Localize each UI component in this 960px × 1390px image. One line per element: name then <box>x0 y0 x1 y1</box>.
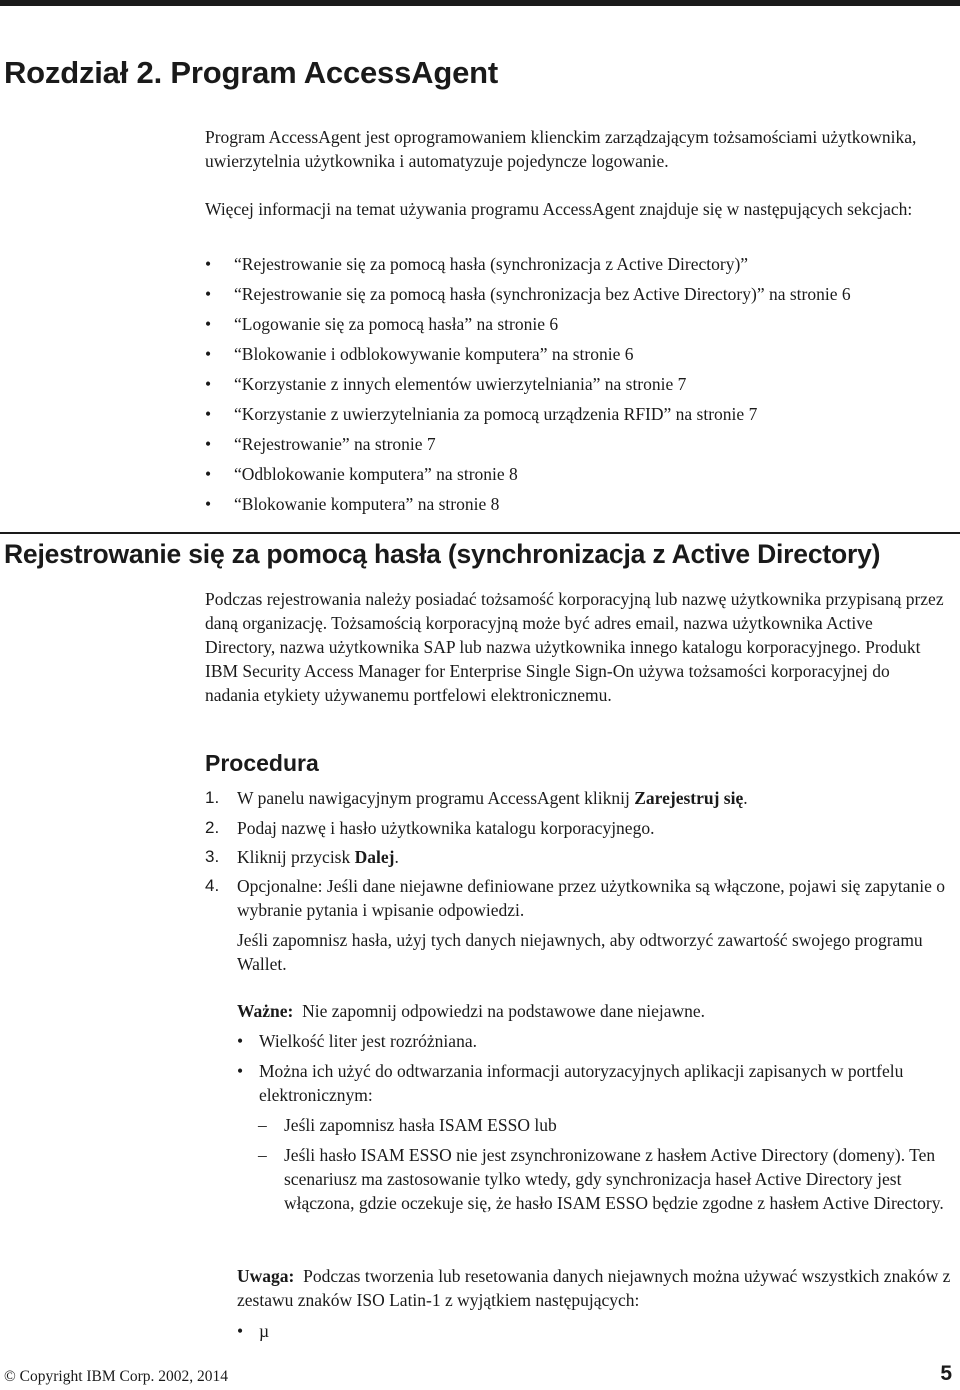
bullet: • <box>205 314 212 334</box>
link-item[interactable] <box>205 492 945 522</box>
more-info-text: Więcej informacji na temat używania programu AccessAgent znajduje się w następujących sekcjach: <box>205 199 913 219</box>
list-item <box>258 1113 948 1143</box>
section-links-list <box>205 252 945 522</box>
punctuation: . <box>743 788 748 808</box>
step-text: Podaj nazwę i hasło użytkownika katalogu korporacyjnego. <box>237 818 655 838</box>
bullet: • <box>205 254 212 274</box>
link-text[interactable]: “Korzystanie z uwierzytelniania za pomocą urządzenia RFID” na stronie 7 <box>234 404 758 424</box>
important-label: Ważne: <box>237 1001 294 1021</box>
chapter-title: Rozdział 2. Program AccessAgent <box>4 55 498 90</box>
step-2 <box>205 816 950 845</box>
important-note <box>237 999 952 1023</box>
link-text[interactable]: “Blokowanie komputera” na stronie 8 <box>234 494 500 514</box>
bullet: • <box>205 434 212 454</box>
step-number: 4. <box>205 876 220 895</box>
step-text: Opcjonalne: Jeśli dane niejawne definiowane przez użytkownika są włączone, pojawi się zapytanie o wybranie pytania i wpisanie odpowiedzi. <box>237 876 945 920</box>
punctuation: . <box>394 847 399 867</box>
link-text[interactable]: “Logowanie się za pomocą hasła” na stronie 6 <box>234 314 559 334</box>
procedure-heading: Procedura <box>205 750 319 776</box>
bullet: • <box>205 344 212 364</box>
step-3 <box>205 845 950 874</box>
link-item[interactable] <box>205 342 945 372</box>
bullet: • <box>205 374 212 394</box>
important-text: Nie zapomnij odpowiedzi na podstawowe dane niejawne. <box>302 1001 705 1021</box>
link-item[interactable] <box>205 402 945 432</box>
bullet: • <box>205 464 212 484</box>
uwaga-text: Podczas tworzenia lub resetowania danych niejawnych można używać wszystkich znaków z zestawu znaków ISO Latin-1 z wyjątkiem następujących: <box>237 1266 951 1310</box>
link-text[interactable]: “Blokowanie i odblokowywanie komputera” na stronie 6 <box>234 344 634 364</box>
list-item <box>258 1143 948 1215</box>
section-title: Rejestrowanie się za pomocą hasła (synchronizacja z Active Directory) <box>4 539 881 569</box>
step-4 <box>205 874 950 922</box>
uwaga-note <box>237 1264 952 1312</box>
bullet: • <box>237 1031 244 1051</box>
list-item-text: Jeśli hasło ISAM ESSO nie jest zsynchronizowane z hasłem Active Directory (domeny). Ten scenariusz ma zastosowanie tylko wtedy, gdy synchronizacja haseł Active Directory jest włączona, gdzie oczekuje się, że hasło ISAM ESSO będzie zgodne z hasłem Active Directory. <box>284 1145 944 1213</box>
uwaga-label: Uwaga: <box>237 1266 295 1286</box>
link-text[interactable]: “Rejestrowanie się za pomocą hasła (synchronizacja bez Active Directory)” na stronie 6 <box>234 284 851 304</box>
section-body: Podczas rejestrowania należy posiadać tożsamość korporacyjną lub nazwę użytkownika przypisaną przez daną organizację. Tożsamością korporacyjną może być adres email, nazwa użytkownika Active Directory, nazwa użytkownika SAP lub nazwa użytkownika innego katalogu korporacyjnego. Produkt IBM Security Access Manager for Enterprise Single Sign-On używa tożsamości korporacyjnej do nadania etykiety używanemu portfelowi elektronicznemu. <box>205 589 944 705</box>
dash: – <box>258 1115 267 1135</box>
procedure-steps <box>205 786 950 922</box>
bullet: • <box>205 494 212 514</box>
step-4-note: Jeśli zapomnisz hasła, użyj tych danych niejawnych, aby odtworzyć zawartość swojego programu Wallet. <box>237 930 923 974</box>
link-text[interactable]: “Rejestrowanie się za pomocą hasła (synchronizacja z Active Directory)” <box>234 254 749 274</box>
list-item <box>237 1059 952 1107</box>
list-item-text: Można ich użyć do odtwarzania informacji autoryzacyjnych aplikacji zapisanych w portfelu elektronicznym: <box>259 1061 904 1105</box>
step-text: Kliknij przycisk <box>237 847 355 867</box>
link-text[interactable]: “Odblokowanie komputera” na stronie 8 <box>234 464 518 484</box>
bullet: • <box>237 1321 244 1341</box>
link-item[interactable] <box>205 252 945 282</box>
list-item <box>237 1029 952 1059</box>
step-number: 1. <box>205 788 220 807</box>
link-text[interactable]: “Korzystanie z innych elementów uwierzytelniania” na stronie 7 <box>234 374 687 394</box>
bullet: • <box>237 1061 244 1081</box>
important-subitems <box>258 1113 948 1215</box>
bullet: • <box>205 404 212 424</box>
link-item[interactable] <box>205 462 945 492</box>
chapter-intro: Program AccessAgent jest oprogramowaniem klienckim zarządzającym tożsamościami użytkownika, uwierzytelnia użytkownika i automatyzuje pojedyncze logowanie. <box>205 127 917 171</box>
step-1 <box>205 786 950 816</box>
register-ui-label: Zarejestruj się <box>634 788 744 808</box>
page-number: 5 <box>940 1362 952 1385</box>
section-rule <box>0 532 960 534</box>
list-item-text: Jeśli zapomnisz hasła ISAM ESSO lub <box>284 1115 557 1135</box>
step-text: W panelu nawigacyjnym programu AccessAgent kliknij <box>237 788 635 808</box>
link-item[interactable] <box>205 372 945 402</box>
bullet: • <box>205 284 212 304</box>
step-number: 3. <box>205 847 220 866</box>
top-rule <box>0 0 960 6</box>
copyright: © Copyright IBM Corp. 2002, 2014 <box>4 1368 229 1385</box>
step-number: 2. <box>205 818 220 837</box>
list-item <box>237 1319 952 1343</box>
next-ui-label: Dalej <box>354 847 395 867</box>
important-bullets <box>237 1029 952 1107</box>
dash: – <box>258 1145 267 1165</box>
link-item[interactable] <box>205 432 945 462</box>
list-item-text: Wielkość liter jest rozróżniana. <box>259 1031 477 1051</box>
link-text[interactable]: “Rejestrowanie” na stronie 7 <box>234 434 436 454</box>
link-item[interactable] <box>205 282 945 312</box>
link-item[interactable] <box>205 312 945 342</box>
uwaga-bullets <box>237 1319 952 1343</box>
list-item-text: µ <box>259 1321 270 1341</box>
